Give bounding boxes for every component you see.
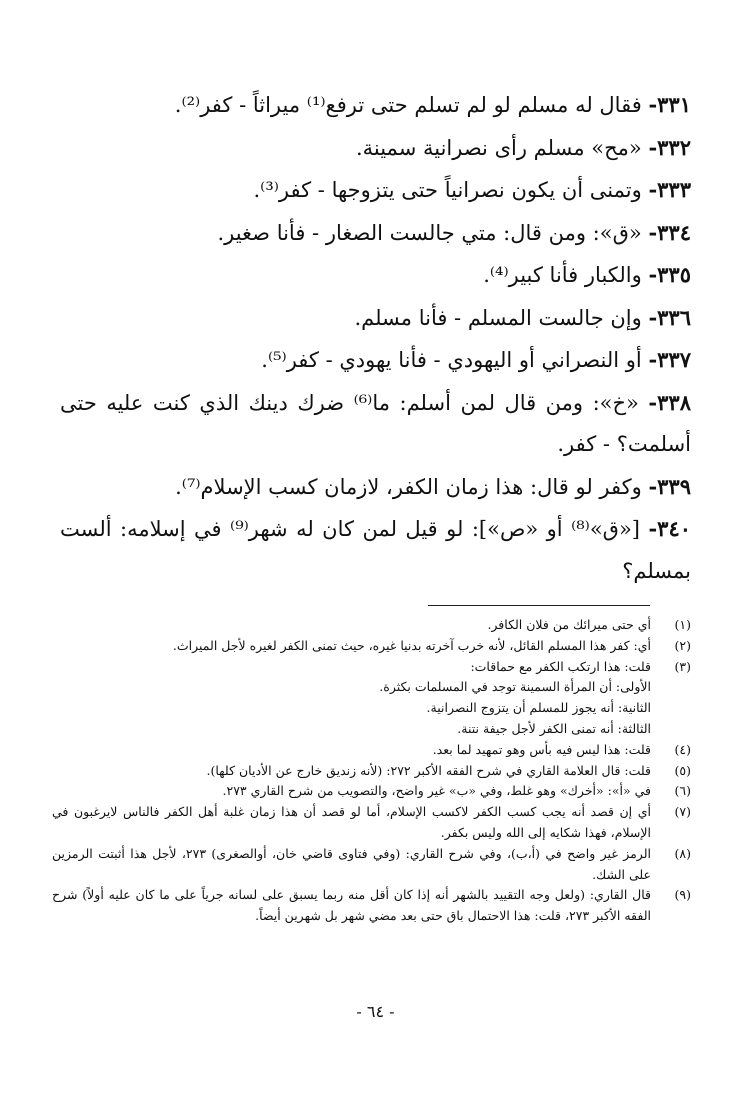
entry-335: ٣٣٥- والكبار فأنا كبير⁽⁴⁾. bbox=[483, 262, 691, 287]
entry-333: ٣٣٣- وتمنى أن يكون نصرانياً حتى يتزوجها - كفر⁽³⁾. bbox=[253, 177, 691, 202]
footnote-7: (٧) أي إن قصد أنه يجب كسب الكفر لاكسب الإسلام، أما لو قصد أن هذا زمان غلبة أهل الكفر فالناس لايرغبون في الإسلام، فهذا شكايه إلى الله وليس بكفر. bbox=[52, 804, 691, 840]
page-number: - ٦٤ - bbox=[356, 1002, 395, 1021]
footnote-1: (١) أي حتى ميرائك من فلان الكافر. bbox=[487, 617, 691, 632]
footnotes bbox=[52, 615, 691, 927]
entry-337: ٣٣٧- أو النصراني أو اليهودي - فأنا يهودي - كفر⁽⁵⁾. bbox=[261, 347, 691, 372]
entry-331: ٣٣١- فقال له مسلم لو لم تسلم حتى ترفع⁽¹⁾ ميراثاً - كفر⁽²⁾. bbox=[174, 92, 691, 117]
footnote-2: (٢) أي: كفر هذا المسلم القائل، لأنه خرب آخرته بدنيا غيره، حيث تمنى الكفر لغيره لأجل الميراث. bbox=[172, 637, 691, 653]
footnote-4: (٤) قلت: هذا ليس فيه بأس وهو تمهيد لما بعد. bbox=[432, 741, 691, 757]
footnote-5: (٥) قلت: قال العلامة القاري في شرح الفقه الأكبر ٢٧٢: (لأنه زنديق خارج عن الأديان كلها). bbox=[206, 762, 691, 778]
footnote-6: (٦) في «أ»: «أخرك» وهو غلط، وفي «ب» غير واضح، والتصويب من شرح القاري ٢٧٣. bbox=[222, 783, 691, 799]
main-text bbox=[60, 84, 691, 592]
entry-334: ٣٣٤- «ق»: ومن قال: متي جالست الصغار - فأنا صغير. bbox=[217, 219, 691, 245]
entry-339: ٣٣٩- وكفر لو قال: هذا زمان الكفر، لازمان كسب الإسلام⁽⁷⁾. bbox=[175, 473, 691, 499]
footnote-8: (٨) الرمز غير واضح في (أ،ب)، وفي شرح القاري: (وفي فتاوى قاضي خان، أوالصغرى) ٢٧٣، لأجل هذا أثبتت الرمزين على الشك. bbox=[52, 845, 691, 882]
footnote-3: (٣) قلت: هذا ارتكب الكفر مع حماقات: الأولى: أن المرأة السمينة توجد في المسلمات بكثرة. الثانية: أنه يجوز للمسلم أن يتزوج النصرانية. الثالثة: أنه تمنى الكفر لأجل جيفة نتنة. bbox=[379, 658, 691, 736]
footnote-divider bbox=[428, 605, 650, 606]
footnote-9: (٩) قال القاري: (ولعل وجه التقييد بالشهر أنه إذا كان أقل منه ربما يسبق على لسانه جرياً على ما كان عليه أولاً) شرح الفقه الأكبر ٢٧٣، قلت: هذا الاحتمال باق حتى بعد مضي شهر بل شهرين أيضاً. bbox=[52, 887, 691, 924]
entry-338: ٣٣٨- «خ»: ومن قال لمن أسلم: ما⁽⁶⁾ ضرك دينك الذي كنت عليه حتى أسلمت؟ - كفر. bbox=[60, 389, 691, 456]
entry-340: ٣٤٠- [«ق»⁽⁸⁾ أو «ص»]: لو قيل لمن كان له شهر⁽⁹⁾ في إسلامه: ألست بمسلم؟ bbox=[60, 516, 691, 583]
entry-336: ٣٣٦- وإن جالست المسلم - فأنا مسلم. bbox=[354, 304, 691, 330]
entry-332: ٣٣٢- «مح» مسلم رأى نصرانية سمينة. bbox=[355, 134, 691, 160]
